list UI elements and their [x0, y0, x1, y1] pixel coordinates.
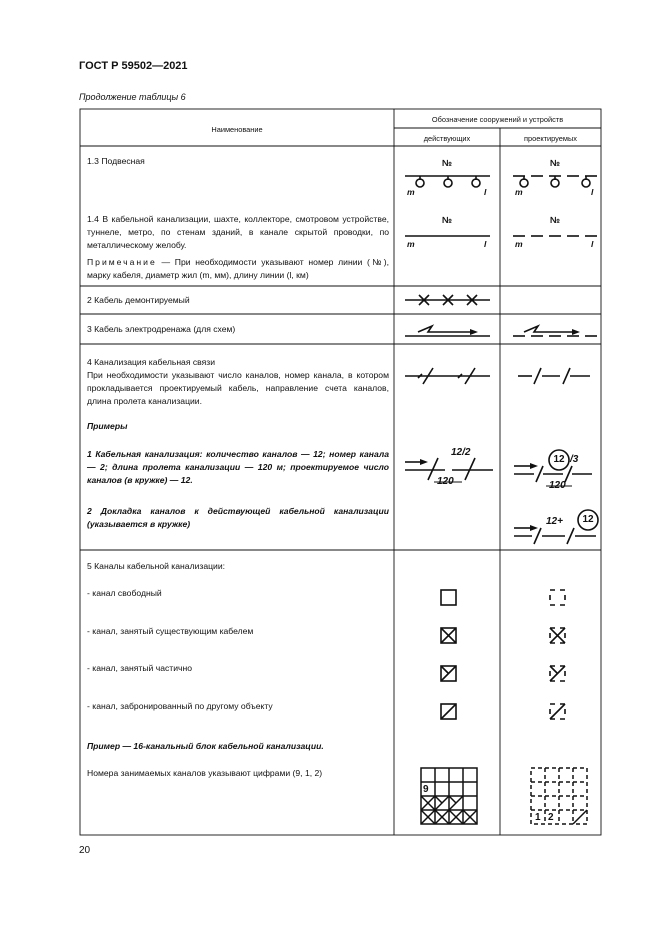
channel-free-existing [441, 590, 456, 605]
block-number-existing: 9 [423, 784, 429, 795]
label-m-duct-existing: m [407, 239, 415, 249]
label-no-duct-projected: № [550, 215, 561, 225]
block-16-existing [421, 768, 477, 824]
note-text: — При необходимости указывают номер линии (№), марку кабеля, диаметр жил (m, мм), длину линии (l, км) [87, 257, 389, 280]
label-m-suspended-projected: m [515, 187, 523, 197]
example1-circle-number: 12 [553, 454, 565, 465]
row-4-examples-heading: Примеры [87, 421, 128, 431]
channel-partial-projected [550, 666, 565, 681]
label-l-suspended-projected: l [591, 187, 594, 197]
channel-free-projected [550, 590, 565, 605]
label-l-suspended-existing: l [484, 187, 487, 197]
label-no-duct-existing: № [442, 215, 453, 225]
row-4-description: При необходимости указывают число каналов, номер канала, в котором прокладывается проектируемый кабель, направление счета каналов, длина пролета канализации. [87, 370, 389, 406]
column-name-header: Наименование [211, 125, 263, 134]
symbol-suspended-existing [405, 176, 490, 187]
row-3-drainage: 3 Кабель электродренажа (для схем) [87, 324, 236, 334]
row-5-occupied: - канал, занятый существующим кабелем [87, 626, 254, 636]
channel-reserved-existing [441, 704, 456, 719]
row-1-3-suspended: 1.3 Подвесная [87, 156, 145, 166]
page-number: 20 [79, 845, 91, 856]
symbol-drainage-existing [405, 326, 490, 336]
label-l-duct-existing: l [484, 239, 487, 249]
symbol-duct-channel-existing [405, 368, 490, 384]
drainage-arrowhead-existing [470, 329, 478, 335]
label-l-duct-projected: l [591, 239, 594, 249]
symbol-duct-channel-projected [518, 368, 590, 384]
symbol-drainage-projected [513, 326, 597, 336]
channel-occupied-existing [441, 628, 456, 643]
example1-arrowhead [530, 463, 538, 469]
row-1-4-note [87, 256, 389, 282]
column-existing-header: действующих [423, 134, 471, 143]
column-projected-header: проектируемых [523, 134, 577, 143]
symbol-suspended-projected [513, 176, 597, 187]
standard-code: ГОСТ Р 59502—2021 [79, 60, 188, 72]
row-5-free: - канал свободный [87, 588, 162, 598]
row-4-example-2: 2 Докладка каналов к действующей кабельной канализации (указывается в кружке) [87, 506, 389, 529]
block-projected-reserved-mark [573, 810, 587, 824]
example1-suffix: /3 [570, 454, 579, 465]
row-5-title: 5 Каналы кабельной канализации: [87, 561, 226, 571]
row-2-dismantled: 2 Кабель демонтируемый [87, 295, 190, 305]
row-5-numbers: Номера занимаемых каналов указывают цифрами (9, 1, 2) [87, 768, 323, 778]
example1-fraction: 12/2 [451, 447, 471, 458]
block-number-1-projected: 1 [535, 812, 541, 823]
example1-length: 120 [437, 476, 454, 487]
example2-plus: 12+ [546, 516, 563, 527]
column-designation-header: Обозначение сооружений и устройств [431, 115, 564, 124]
label-no-suspended-existing: № [442, 158, 453, 168]
label-m-suspended-existing: m [407, 187, 415, 197]
row-4-title: 4 Канализация кабельная связи [87, 357, 216, 367]
example2-arrowhead [530, 525, 538, 531]
channel-occupied-projected [550, 628, 565, 643]
channel-partial-existing [441, 666, 456, 681]
symbol-dismantled-existing [405, 295, 490, 305]
table-continuation: Продолжение таблицы 6 [79, 92, 186, 102]
note-label: Примечание [87, 257, 157, 267]
row-5-reserved: - канал, забронированный по другому объекту [87, 701, 273, 711]
row-5-partial: - канал, занятый частично [87, 663, 193, 673]
channel-reserved-projected [550, 704, 565, 719]
example2-circle-number: 12 [582, 514, 594, 525]
block-number-2-projected: 2 [548, 812, 554, 823]
row-5-example: Пример — 16-канальный блок кабельной канализации. [87, 741, 324, 751]
drainage-arrowhead-projected [572, 329, 580, 335]
row-4-example-1: 1 Кабельная канализация: количество каналов — 12; номер канала — 2; длина пролета канализации — 120 м; проектируемое число каналов (в кружке) — 12. [87, 449, 389, 485]
example1-length-projected: 120 [549, 480, 566, 491]
label-m-duct-projected: m [515, 239, 523, 249]
row-1-4-duct: 1.4 В кабельной канализации, шахте, коллекторе, смотровом устройстве, туннеле, метро, по стенам зданий, в канале скрытой проводки, по металлическому желобу. [87, 214, 389, 250]
label-no-suspended-projected: № [550, 158, 561, 168]
